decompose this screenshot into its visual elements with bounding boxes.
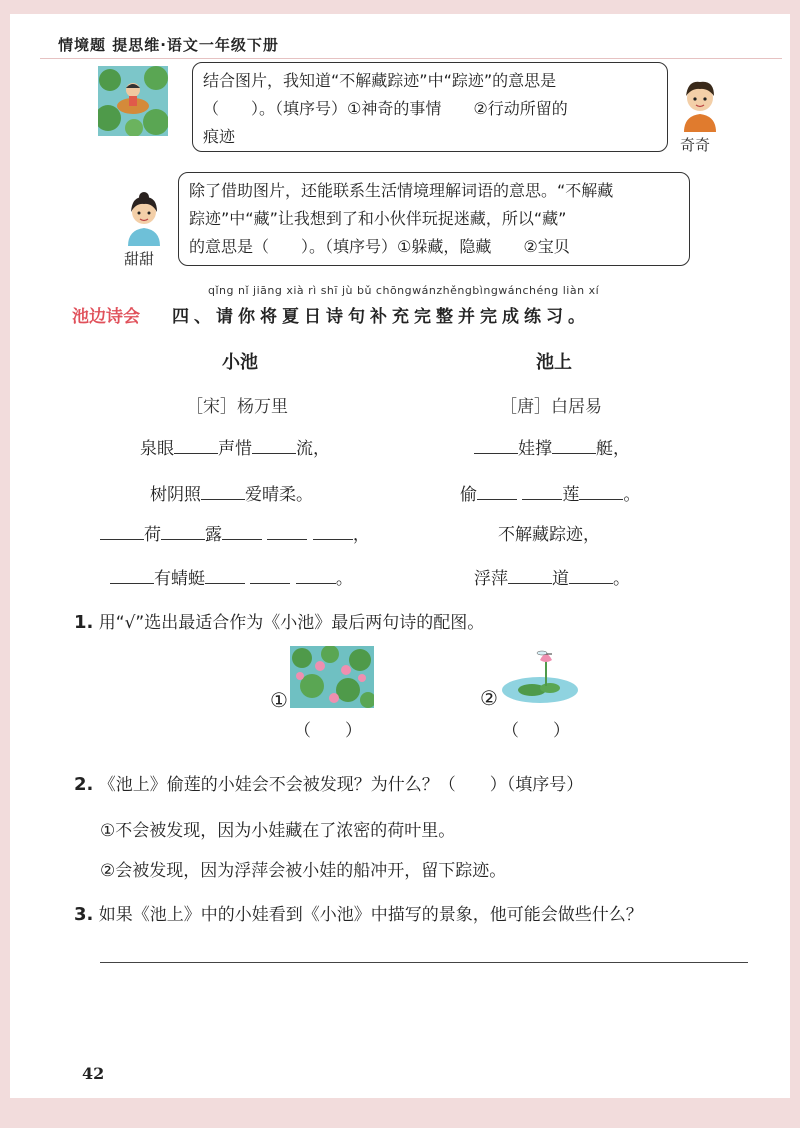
poem-text: 。 bbox=[613, 569, 630, 589]
fill-blank[interactable] bbox=[250, 567, 290, 584]
section-tag: 池边诗会 bbox=[72, 307, 140, 327]
poem-text: 浮萍 bbox=[474, 569, 508, 589]
bubble-line: 痕迹 bbox=[203, 127, 236, 146]
poem1-line2 bbox=[150, 480, 313, 505]
poem1-line1 bbox=[140, 434, 330, 459]
fill-blank[interactable] bbox=[474, 437, 518, 454]
answer-line[interactable] bbox=[100, 962, 748, 963]
page-number: 42 bbox=[82, 1064, 105, 1083]
speech-bubble-tiantian bbox=[178, 172, 690, 266]
q1-option-2-paren[interactable]: （ ） bbox=[502, 721, 570, 741]
fill-blank[interactable] bbox=[477, 483, 517, 500]
poem1-line3 bbox=[100, 520, 370, 545]
poem-text: 露 bbox=[205, 525, 222, 545]
qiqi-avatar bbox=[678, 78, 722, 132]
poem2-line3: 不解藏踪迹， bbox=[498, 525, 600, 545]
poem-text: 艇， bbox=[596, 439, 630, 459]
question-text: 如果《池上》中的小娃看到《小池》中描写的景象，他可能会做些什么？ bbox=[98, 905, 643, 925]
lotus-pond-image-1 bbox=[290, 646, 374, 708]
poem-text: 。 bbox=[623, 485, 641, 505]
section-title: 四、请你将夏日诗句补充完整并完成练习。 bbox=[172, 307, 590, 327]
question-number: 3. bbox=[74, 904, 94, 925]
poem-text: 有蜻蜓 bbox=[154, 569, 205, 589]
bubble-line: 结合图片，我知道“不解藏踪迹”中“踪迹”的意思是 bbox=[203, 71, 557, 90]
poem-text: 。 bbox=[335, 569, 353, 589]
bubble-line: （ ）。（填序号）①神奇的事情 ②行动所留的 bbox=[203, 99, 568, 118]
fill-blank[interactable] bbox=[522, 483, 562, 500]
poem-text: 娃撑 bbox=[518, 439, 552, 459]
poem2-line1 bbox=[474, 434, 630, 459]
question-2 bbox=[74, 770, 583, 795]
fill-blank[interactable] bbox=[579, 483, 623, 500]
qiqi-name: 奇奇 bbox=[680, 136, 711, 154]
fill-blank[interactable] bbox=[174, 437, 218, 454]
header-divider bbox=[40, 58, 782, 59]
fill-blank[interactable] bbox=[110, 567, 154, 584]
question-text: 用“√”选出最适合作为《小池》最后两句诗的配图。 bbox=[98, 613, 485, 633]
q1-option-1-label: ① bbox=[270, 688, 288, 712]
bubble-line: 除了借助图片，还能联系生活情境理解词语的意思。“不解藏 bbox=[189, 181, 614, 200]
poem1-author: ［宋］杨万里 bbox=[186, 397, 288, 417]
poem-text: ， bbox=[352, 525, 370, 545]
tiantian-avatar bbox=[124, 192, 164, 246]
question-number: 2. bbox=[74, 774, 94, 795]
fill-blank[interactable] bbox=[222, 523, 262, 540]
poem-text: 偷 bbox=[460, 485, 477, 505]
dragonfly-lotus-image-2 bbox=[500, 648, 580, 704]
poem2-author: ［唐］白居易 bbox=[500, 397, 602, 417]
fill-blank[interactable] bbox=[201, 483, 245, 500]
fill-blank[interactable] bbox=[313, 523, 353, 540]
fill-blank[interactable] bbox=[100, 523, 144, 540]
bubble-line: 踪迹”中“藏”让我想到了和小伙伴玩捉迷藏，所以“藏” bbox=[189, 209, 567, 228]
poem-text: 道 bbox=[552, 569, 569, 589]
fill-blank[interactable] bbox=[508, 567, 552, 584]
poem-text: 莲 bbox=[562, 485, 580, 505]
poem-text: 流， bbox=[296, 439, 330, 459]
poem-text: 声惜 bbox=[218, 439, 252, 459]
lotus-girl-illustration bbox=[98, 66, 168, 136]
fill-blank[interactable] bbox=[296, 567, 336, 584]
q1-option-1-paren[interactable]: （ ） bbox=[294, 721, 362, 741]
poem-text: 荷 bbox=[144, 525, 161, 545]
fill-blank[interactable] bbox=[205, 567, 245, 584]
fill-blank[interactable] bbox=[569, 567, 613, 584]
poem2-line2 bbox=[460, 480, 640, 505]
bubble-line: 的意思是（ ）。（填序号）①躲藏，隐藏 ②宝贝 bbox=[189, 237, 570, 256]
fill-blank[interactable] bbox=[161, 523, 205, 540]
poem-text: 爱晴柔。 bbox=[245, 485, 313, 505]
q2-option-2: ②会被发现，因为浮萍会被小娃的船冲开，留下踪迹。 bbox=[100, 861, 507, 881]
question-3 bbox=[74, 900, 643, 925]
q1-option-2-label: ② bbox=[480, 686, 498, 710]
poem-text: 树阴照 bbox=[150, 485, 201, 505]
poem1-line4 bbox=[110, 564, 353, 589]
question-1 bbox=[74, 608, 484, 633]
fill-blank[interactable] bbox=[252, 437, 296, 454]
poem2-line4 bbox=[474, 564, 630, 589]
fill-blank[interactable] bbox=[552, 437, 596, 454]
fill-blank[interactable] bbox=[267, 523, 307, 540]
poem2-title: 池上 bbox=[536, 352, 572, 373]
tiantian-name: 甜甜 bbox=[124, 250, 155, 268]
page-header: 情境题 提思维·语文一年级下册 bbox=[58, 36, 279, 54]
speech-bubble-qiqi bbox=[192, 62, 668, 152]
q2-option-1: ①不会被发现，因为小娃藏在了浓密的荷叶里。 bbox=[100, 821, 456, 841]
question-text: 《池上》偷莲的小娃会不会被发现？为什么？（ ）（填序号） bbox=[98, 775, 584, 795]
poem-text: 泉眼 bbox=[140, 439, 174, 459]
section-pinyin: qǐng nǐ jiāng xià rì shī jù bǔ chōngwánzhěngbìngwánchéng liàn xí bbox=[208, 284, 600, 297]
poem1-title: 小池 bbox=[222, 352, 258, 373]
question-number: 1. bbox=[74, 612, 94, 633]
